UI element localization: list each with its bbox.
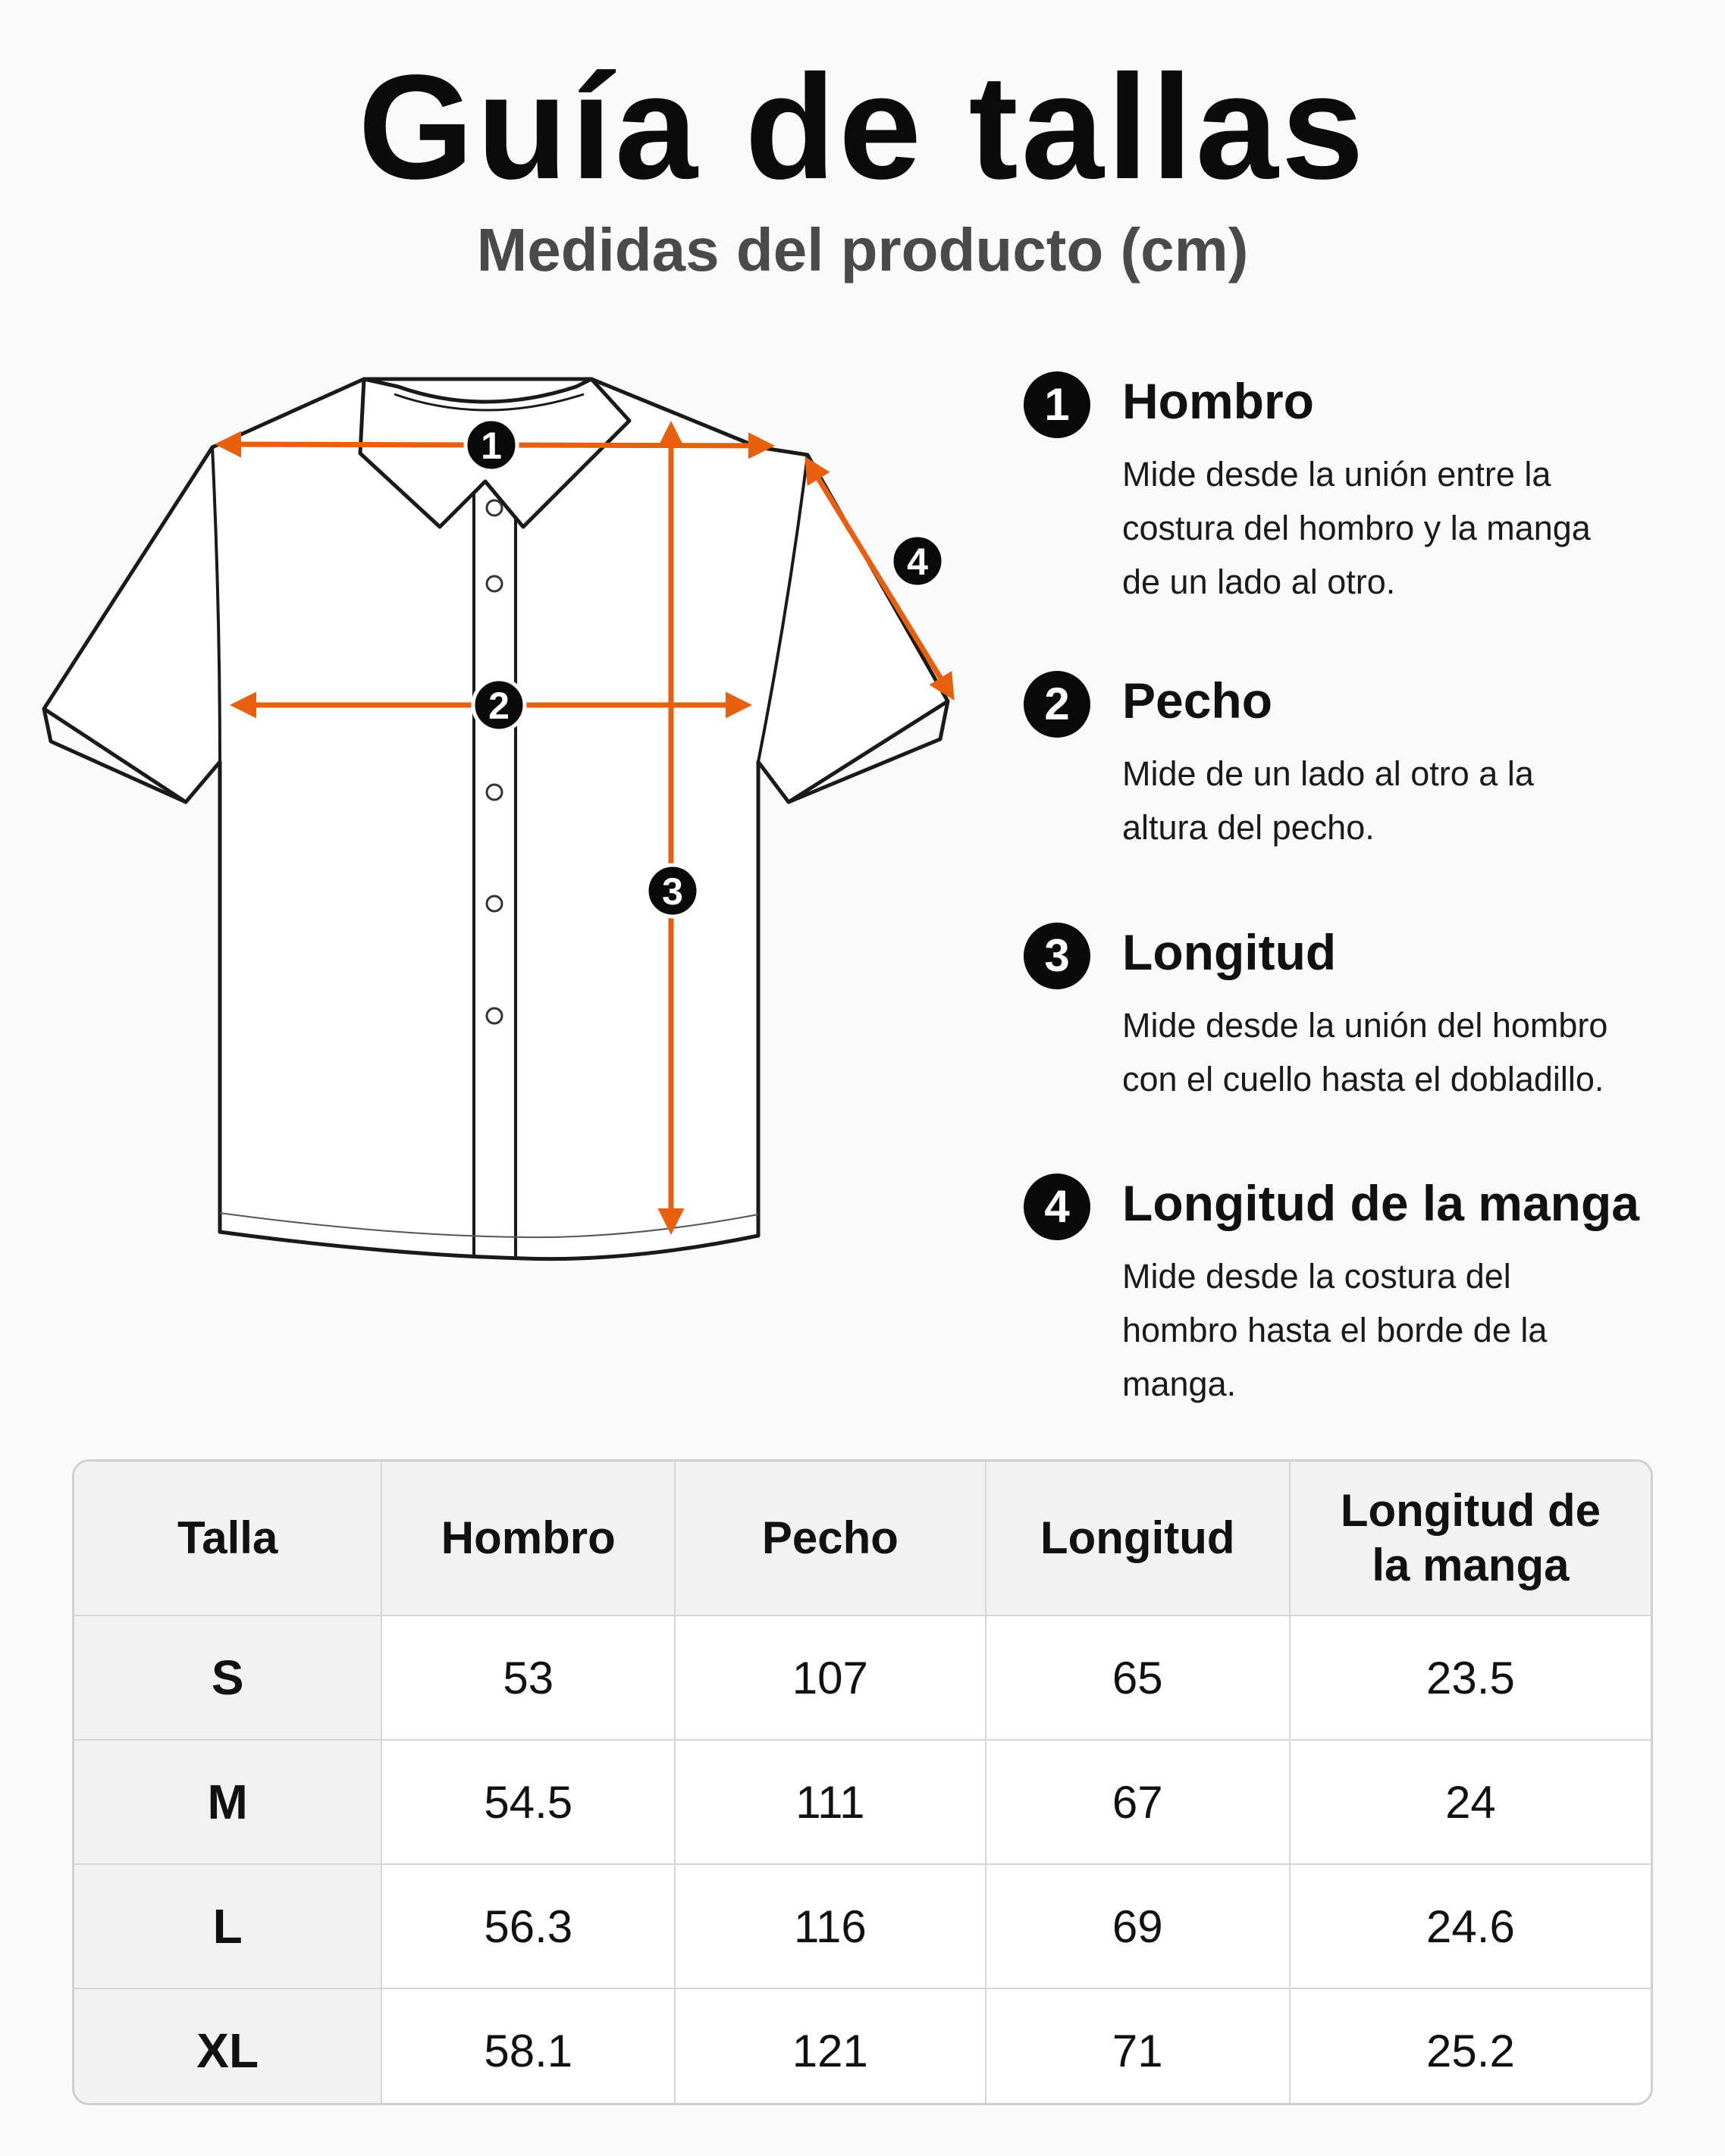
table-row bbox=[74, 1615, 1651, 1740]
desc-line: Mide de un lado al otro a la bbox=[1122, 754, 1534, 793]
svg-text:4: 4 bbox=[907, 541, 928, 583]
value-cell: 107 bbox=[675, 1615, 986, 1740]
desc-line: costura del hombro y la manga bbox=[1122, 509, 1591, 547]
desc-line: manga. bbox=[1122, 1365, 1237, 1403]
page-subtitle: Medidas del producto (cm) bbox=[476, 216, 1249, 284]
marker-4 bbox=[892, 535, 943, 587]
svg-text:1: 1 bbox=[481, 425, 502, 467]
header-talla: Talla bbox=[74, 1462, 381, 1615]
value-cell: 116 bbox=[675, 1864, 986, 1988]
desc-line: hombro hasta el borde de la bbox=[1122, 1311, 1548, 1349]
value-cell: 56.3 bbox=[381, 1864, 675, 1988]
table-header-row bbox=[74, 1462, 1651, 1615]
value-cell: 24 bbox=[1290, 1740, 1651, 1864]
header-hombro: Hombro bbox=[381, 1462, 675, 1615]
table-row bbox=[74, 1988, 1651, 2105]
table-row bbox=[74, 1864, 1651, 1988]
number-badge: 1 bbox=[1024, 371, 1090, 438]
value-cell: 23.5 bbox=[1290, 1615, 1651, 1740]
value-cell: 58.1 bbox=[381, 1988, 675, 2105]
header-pecho: Pecho bbox=[675, 1462, 986, 1615]
size-cell: M bbox=[74, 1740, 381, 1864]
marker-3 bbox=[647, 865, 698, 917]
size-cell: L bbox=[74, 1864, 381, 1988]
size-cell: S bbox=[74, 1615, 381, 1740]
legend-title: Longitud bbox=[1122, 924, 1337, 980]
header-longitud: Longitud bbox=[986, 1462, 1290, 1615]
value-cell: 65 bbox=[986, 1615, 1290, 1740]
legend-description bbox=[1122, 747, 1698, 854]
svg-text:3: 3 bbox=[662, 870, 683, 913]
legend-description bbox=[1122, 998, 1698, 1106]
shirt-diagram bbox=[30, 341, 986, 1274]
legend-description bbox=[1122, 447, 1698, 609]
legend-title: Hombro bbox=[1122, 373, 1314, 429]
marker-2 bbox=[473, 679, 525, 731]
value-cell: 111 bbox=[675, 1740, 986, 1864]
value-cell: 53 bbox=[381, 1615, 675, 1740]
size-cell: XL bbox=[74, 1988, 381, 2105]
table-row bbox=[74, 1740, 1651, 1864]
desc-line: con el cuello hasta el dobladillo. bbox=[1122, 1060, 1604, 1098]
desc-line: Mide desde la costura del bbox=[1122, 1257, 1511, 1296]
desc-line: altura del pecho. bbox=[1122, 808, 1375, 847]
number-badge: 4 bbox=[1024, 1174, 1090, 1240]
legend-title: Pecho bbox=[1122, 672, 1273, 729]
size-table bbox=[72, 1459, 1653, 2105]
value-cell: 121 bbox=[675, 1988, 986, 2105]
number-badge: 2 bbox=[1024, 671, 1090, 738]
desc-line: de un lado al otro. bbox=[1122, 563, 1396, 601]
header-line: la manga bbox=[1372, 1540, 1570, 1590]
header-line: Longitud de bbox=[1340, 1485, 1601, 1536]
svg-text:2: 2 bbox=[488, 685, 510, 727]
header-longitud-manga bbox=[1290, 1462, 1651, 1615]
legend-title: Longitud de la manga bbox=[1122, 1175, 1640, 1231]
value-cell: 54.5 bbox=[381, 1740, 675, 1864]
value-cell: 67 bbox=[986, 1740, 1290, 1864]
desc-line: Mide desde la unión del hombro bbox=[1122, 1006, 1608, 1045]
desc-line: Mide desde la unión entre la bbox=[1122, 455, 1551, 494]
page-title: Guía de tallas bbox=[358, 44, 1367, 210]
number-badge: 3 bbox=[1024, 923, 1090, 989]
value-cell: 25.2 bbox=[1290, 1988, 1651, 2105]
legend-description bbox=[1122, 1249, 1698, 1411]
marker-1 bbox=[466, 419, 517, 471]
value-cell: 69 bbox=[986, 1864, 1290, 1988]
value-cell: 71 bbox=[986, 1988, 1290, 2105]
value-cell: 24.6 bbox=[1290, 1864, 1651, 1988]
